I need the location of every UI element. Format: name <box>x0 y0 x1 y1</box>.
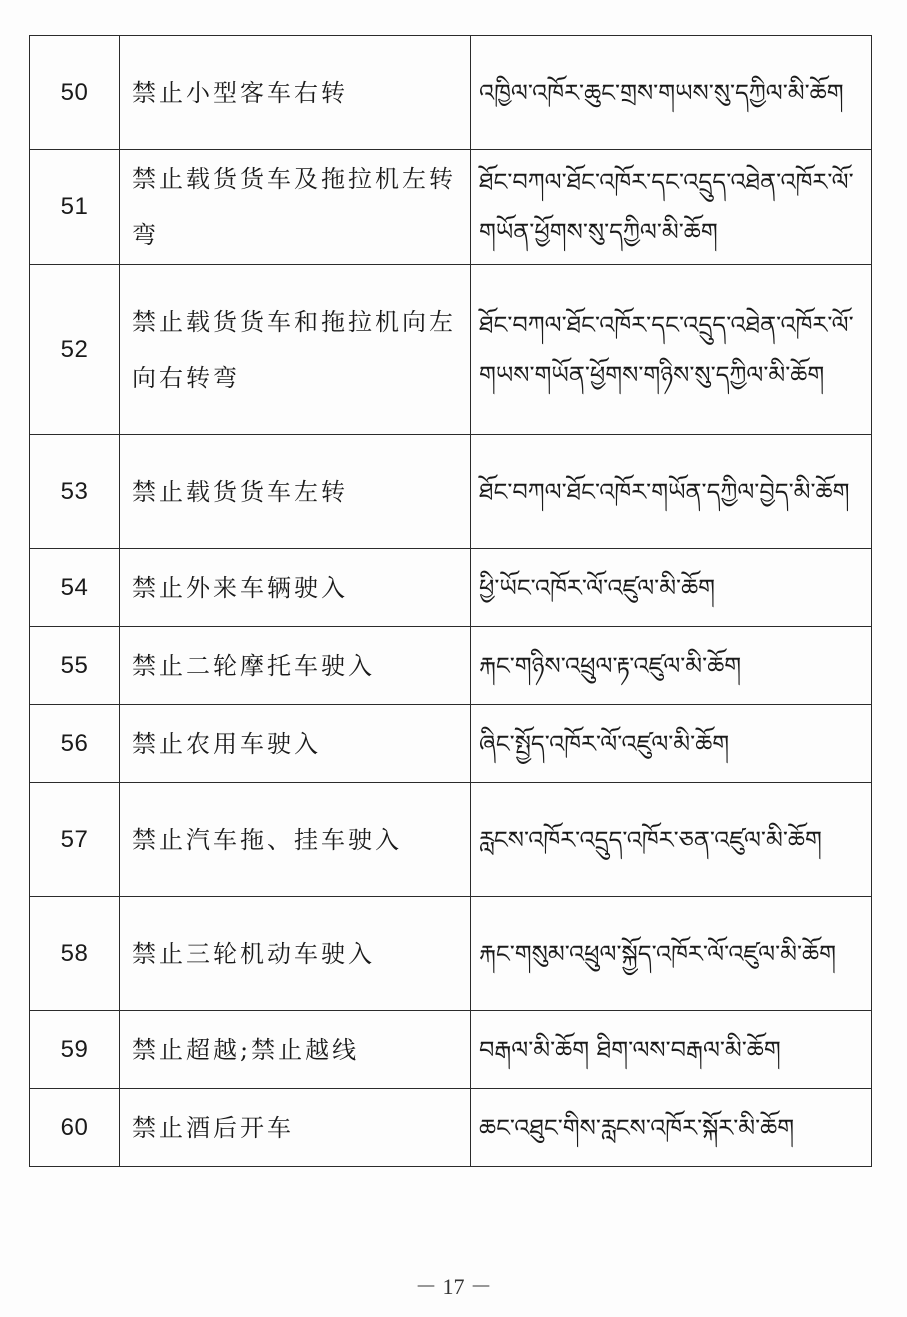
tibetan-text: ཕྱི་ཡོང་འཁོར་ལོ་འཛུལ་མི་ཆོག <box>471 549 872 627</box>
table-row <box>30 549 872 627</box>
chinese-text: 禁止载货货车和拖拉机向左向右转弯 <box>120 265 471 435</box>
table-row <box>30 627 872 705</box>
tibetan-text: ཐོང་བཀལ་ཐོང་འཁོར་དང་འདྲུད་འཐེན་འཁོར་ལོ་གཡོན་ཕྱོགས་སུ་དཀྱིལ་མི་ཆོག <box>471 150 872 265</box>
table-row <box>30 36 872 150</box>
chinese-text: 禁止外来车辆驶入 <box>120 549 471 627</box>
page-number: － 17 － <box>414 1274 492 1299</box>
chinese-text: 禁止二轮摩托车驶入 <box>120 627 471 705</box>
tibetan-text: ཞིང་སྤྱོད་འཁོར་ལོ་འཛུལ་མི་ཆོག <box>471 705 872 783</box>
tibetan-text: ཐོང་བཀལ་ཐོང་འཁོར་དང་འདྲུད་འཐེན་འཁོར་ལོ་གཡས་གཡོན་ཕྱོགས་གཉིས་སུ་དཀྱིལ་མི་ཆོག <box>471 265 872 435</box>
chinese-text: 禁止酒后开车 <box>120 1089 471 1167</box>
row-number: 52 <box>30 265 120 435</box>
chinese-text: 禁止小型客车右转 <box>120 36 471 150</box>
table-row <box>30 705 872 783</box>
traffic-sign-table <box>29 35 872 1167</box>
table-row <box>30 1089 872 1167</box>
row-number: 55 <box>30 627 120 705</box>
table-row <box>30 265 872 435</box>
row-number: 53 <box>30 435 120 549</box>
table-row <box>30 150 872 265</box>
chinese-text: 禁止载货货车左转 <box>120 435 471 549</box>
row-number: 58 <box>30 897 120 1011</box>
tibetan-text: རླངས་འཁོར་འདྲུད་འཁོར་ཅན་འཛུལ་མི་ཆོག <box>471 783 872 897</box>
tibetan-text: བརྒལ་མི་ཆོག ཐིག་ལས་བརྒལ་མི་ཆོག <box>471 1011 872 1089</box>
table-row <box>30 1011 872 1089</box>
tibetan-text: ཆང་འཐུང་གིས་རླངས་འཁོར་སྐོར་མི་ཆོག <box>471 1089 872 1167</box>
row-number: 50 <box>30 36 120 150</box>
tibetan-text: རྐང་གཉིས་འཕྲུལ་རྟ་འཛུལ་མི་ཆོག <box>471 627 872 705</box>
chinese-text: 禁止汽车拖、挂车驶入 <box>120 783 471 897</box>
tibetan-text: རྐང་གསུམ་འཕྲུལ་སྐྱོད་འཁོར་ལོ་འཛུལ་མི་ཆོག <box>471 897 872 1011</box>
row-number: 59 <box>30 1011 120 1089</box>
table-row <box>30 897 872 1011</box>
chinese-text: 禁止超越;禁止越线 <box>120 1011 471 1089</box>
table-row <box>30 435 872 549</box>
table-row <box>30 783 872 897</box>
row-number: 60 <box>30 1089 120 1167</box>
tibetan-text: ཐོང་བཀལ་ཐོང་འཁོར་གཡོན་དཀྱིལ་བྱེད་མི་ཆོག <box>471 435 872 549</box>
tibetan-text: འཁྱིལ་འཁོར་ཆུང་གྲས་གཡས་སུ་དཀྱིལ་མི་ཆོག <box>471 36 872 150</box>
chinese-text: 禁止农用车驶入 <box>120 705 471 783</box>
row-number: 57 <box>30 783 120 897</box>
row-number: 51 <box>30 150 120 265</box>
chinese-text: 禁止三轮机动车驶入 <box>120 897 471 1011</box>
chinese-text: 禁止载货货车及拖拉机左转弯 <box>120 150 471 265</box>
row-number: 56 <box>30 705 120 783</box>
row-number: 54 <box>30 549 120 627</box>
